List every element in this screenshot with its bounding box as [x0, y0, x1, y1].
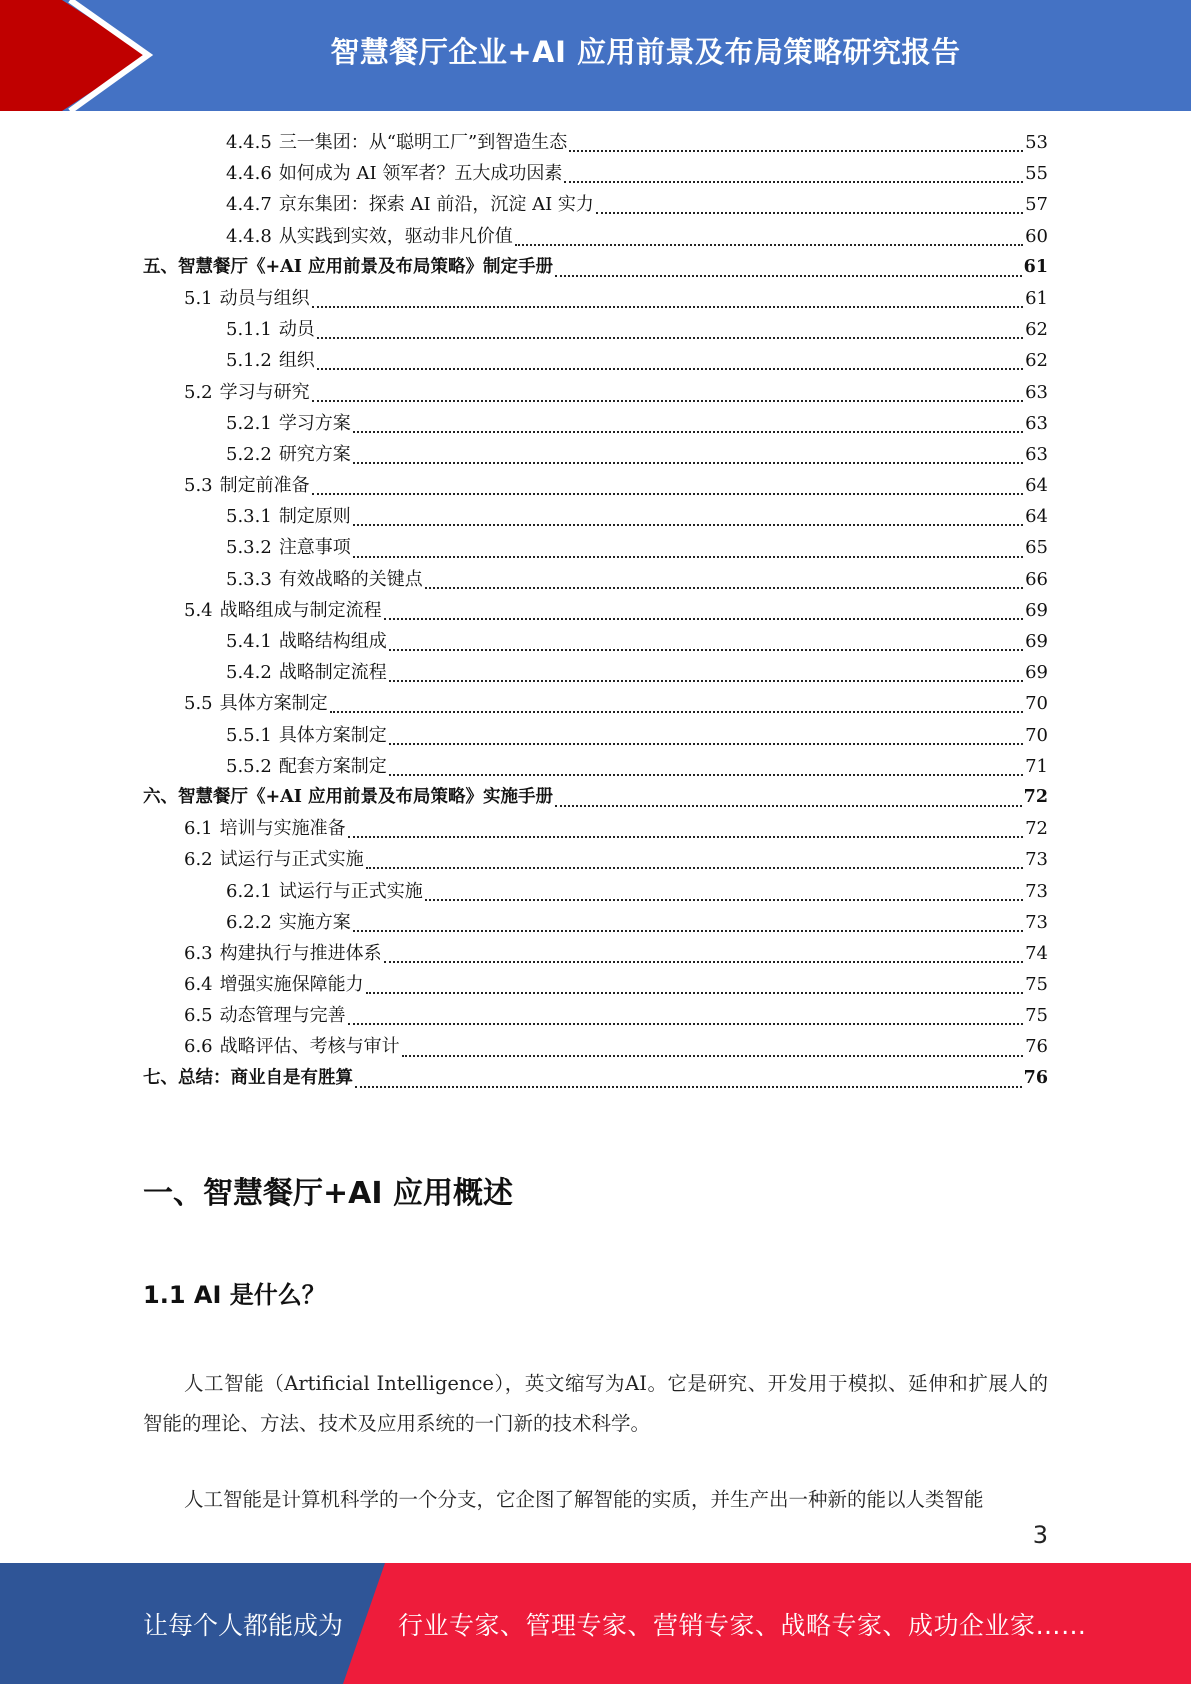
toc-dot-leader — [389, 679, 1023, 682]
toc-entry-page: 61 — [1023, 256, 1048, 277]
toc-entry-number: 4.4.7 — [226, 194, 272, 216]
toc-entry-title: 制定原则 — [278, 506, 351, 528]
page-number: 3 — [1032, 1521, 1048, 1549]
toc-entry-title: 研究方案 — [278, 443, 351, 465]
toc-entry-page: 61 — [1025, 287, 1048, 309]
toc-entry-title: 增强实施保障能力 — [219, 974, 364, 996]
toc-entry-number: 5.2 — [184, 381, 213, 403]
toc-entry-page: 73 — [1025, 911, 1048, 933]
toc-entry-number: 5.5.2 — [226, 755, 272, 777]
toc-entry-number: 6.2.2 — [226, 911, 272, 933]
toc-dot-leader — [402, 1054, 1023, 1057]
toc-dot-leader — [312, 399, 1023, 402]
toc-dot-leader — [569, 149, 1023, 152]
toc-entry-page: 76 — [1025, 1036, 1048, 1058]
toc-entry-page: 64 — [1025, 475, 1048, 497]
toc-dot-leader — [353, 430, 1023, 433]
toc-entry[interactable] — [143, 532, 1048, 563]
toc-dot-leader — [366, 991, 1023, 994]
toc-dot-leader — [317, 367, 1023, 370]
toc-entry[interactable] — [143, 221, 1048, 252]
toc-entry-page: 53 — [1025, 132, 1048, 153]
toc-entry[interactable] — [143, 657, 1048, 688]
toc-entry-page: 66 — [1025, 568, 1048, 590]
toc-entry-number: 5.3.1 — [226, 506, 272, 528]
toc-entry-title: 试运行与正式实施 — [278, 880, 423, 902]
toc-entry[interactable] — [143, 1031, 1048, 1062]
toc-dot-leader — [353, 461, 1023, 464]
toc-entry-title: 动员 — [278, 319, 315, 341]
toc-entry[interactable] — [143, 813, 1048, 844]
toc-entry-number: 5.4 — [184, 599, 213, 621]
toc-entry-number: 4.4.6 — [226, 163, 272, 185]
toc-entry[interactable] — [143, 158, 1048, 189]
toc-entry-title: 学习与研究 — [219, 381, 310, 403]
toc-entry-title: 战略结构组成 — [278, 631, 387, 652]
toc-entry[interactable] — [143, 345, 1048, 376]
toc-entry-number: 5.3.3 — [226, 568, 272, 590]
section-heading: 一、智慧餐厅+AI 应用概述 — [143, 1176, 513, 1211]
toc-entry[interactable] — [143, 189, 1048, 220]
toc-dot-leader — [312, 305, 1023, 308]
toc-entry-page: 70 — [1025, 724, 1048, 746]
footer-slogan-right: 行业专家、管理专家、营销专家、战略专家、成功企业家…… — [398, 1610, 1087, 1640]
toc-dot-leader — [425, 898, 1023, 901]
toc-entry-number: 6.4 — [184, 974, 213, 996]
toc-entry-number: 4.4.5 — [226, 132, 272, 153]
toc-entry-page: 73 — [1025, 880, 1048, 902]
toc-entry-number: 5.2.2 — [226, 443, 272, 465]
toc-entry-title: 有效战略的关键点 — [278, 568, 423, 590]
toc-entry-title: 配套方案制定 — [278, 755, 387, 777]
toc-entry[interactable] — [143, 283, 1048, 314]
table-of-contents — [143, 127, 1048, 1094]
toc-dot-leader — [353, 523, 1023, 526]
toc-entry-title: 京东集团：探索 AI 前沿，沉淀 AI 实力 — [278, 194, 594, 216]
toc-entry[interactable] — [143, 782, 1048, 813]
toc-entry-title: 具体方案制定 — [219, 693, 328, 715]
toc-entry-page: 76 — [1023, 1067, 1048, 1088]
toc-entry[interactable] — [143, 751, 1048, 782]
toc-dot-leader — [389, 648, 1023, 651]
toc-entry-page: 73 — [1025, 849, 1048, 871]
toc-entry[interactable] — [143, 377, 1048, 408]
toc-entry-number: 5.5 — [184, 693, 213, 715]
toc-entry-page: 64 — [1025, 506, 1048, 528]
toc-dot-leader — [389, 742, 1023, 745]
toc-entry[interactable] — [143, 626, 1048, 657]
toc-entry-title: 实施方案 — [278, 911, 351, 933]
toc-entry-title: 培训与实施准备 — [219, 818, 346, 840]
toc-entry[interactable] — [143, 907, 1048, 938]
footer-slogan-left: 让每个人都能成为 — [143, 1610, 344, 1640]
toc-entry-title: 战略组成与制定流程 — [219, 599, 382, 621]
toc-entry[interactable] — [143, 564, 1048, 595]
toc-dot-leader — [355, 1085, 1022, 1088]
toc-dot-leader — [389, 773, 1023, 776]
toc-entry[interactable] — [143, 1000, 1048, 1031]
toc-entry[interactable] — [143, 688, 1048, 719]
toc-entry-number: 6.2.1 — [226, 880, 272, 902]
toc-entry-number: 6.6 — [184, 1036, 213, 1058]
toc-dot-leader — [564, 180, 1023, 183]
body-paragraph: 人工智能是计算机科学的一个分支，它企图了解智能的实质，并生产出一种新的能以人类智能 — [184, 1488, 984, 1511]
toc-entry-number: 5.4.2 — [226, 662, 272, 684]
page-footer — [0, 1563, 1191, 1684]
toc-dot-leader — [596, 211, 1023, 214]
toc-dot-leader — [384, 960, 1023, 963]
toc-entry-page: 63 — [1025, 412, 1048, 434]
toc-entry-number: 5.1.1 — [226, 319, 272, 341]
toc-entry[interactable] — [143, 314, 1048, 345]
toc-entry-number: 5.3 — [184, 475, 213, 497]
toc-entry-number: 6.5 — [184, 1005, 213, 1027]
toc-entry-number: 5.1.2 — [226, 350, 272, 372]
toc-entry-page: 75 — [1025, 974, 1048, 996]
toc-entry-title: 制定前准备 — [219, 475, 310, 497]
page-header — [0, 0, 1191, 111]
toc-entry[interactable] — [143, 470, 1048, 501]
toc-entry[interactable] — [143, 439, 1048, 470]
toc-entry-number: 5.4.1 — [226, 631, 272, 652]
toc-entry[interactable] — [143, 1063, 1048, 1094]
toc-entry-page: 69 — [1025, 631, 1048, 652]
toc-entry-page: 74 — [1025, 942, 1048, 964]
toc-entry-number: 5.2.1 — [226, 412, 272, 434]
header-arrow-decoration — [0, 0, 190, 111]
toc-entry-title: 动员与组织 — [219, 287, 310, 309]
toc-entry-page: 62 — [1025, 350, 1048, 372]
toc-dot-leader — [348, 1022, 1023, 1025]
toc-entry-title: 从实践到实效，驱动非凡价值 — [278, 225, 513, 247]
toc-entry-page: 72 — [1023, 786, 1048, 807]
toc-entry-page: 60 — [1025, 225, 1048, 247]
toc-dot-leader — [317, 336, 1023, 339]
toc-dot-leader — [366, 866, 1023, 869]
toc-entry[interactable] — [143, 408, 1048, 439]
toc-entry-number: 5.3.2 — [226, 537, 272, 559]
toc-entry-title: 五、智慧餐厅《+AI 应用前景及布局策略》制定手册 — [143, 256, 554, 277]
toc-dot-leader — [384, 617, 1023, 620]
toc-entry-title: 六、智慧餐厅《+AI 应用前景及布局策略》实施手册 — [143, 786, 554, 807]
toc-entry-number: 4.4.8 — [226, 225, 272, 247]
toc-entry-title: 战略评估、考核与审计 — [219, 1036, 400, 1058]
toc-entry-page: 65 — [1025, 537, 1048, 559]
toc-entry-title: 组织 — [278, 350, 315, 372]
toc-entry-number: 6.3 — [184, 942, 213, 964]
toc-entry[interactable] — [143, 720, 1048, 751]
toc-entry-number: 5.5.1 — [226, 724, 272, 746]
toc-entry-page: 72 — [1025, 818, 1048, 840]
toc-dot-leader — [425, 586, 1023, 589]
toc-entry-title: 三一集团：从“聪明工厂”到智造生态 — [278, 132, 568, 153]
toc-entry-title: 战略制定流程 — [278, 662, 387, 684]
toc-entry-page: 55 — [1025, 163, 1048, 185]
toc-dot-leader — [348, 835, 1023, 838]
toc-entry[interactable] — [143, 844, 1048, 875]
toc-entry-page: 69 — [1025, 599, 1048, 621]
report-title: 智慧餐厅企业+AI 应用前景及布局策略研究报告 — [330, 34, 961, 69]
toc-dot-leader — [312, 492, 1023, 495]
toc-entry-page: 62 — [1025, 319, 1048, 341]
toc-entry[interactable] — [143, 938, 1048, 969]
toc-entry-page: 69 — [1025, 662, 1048, 684]
toc-dot-leader — [330, 710, 1023, 713]
toc-entry-page: 63 — [1025, 443, 1048, 465]
subsection-heading: 1.1 AI 是什么？ — [143, 1281, 326, 1309]
toc-entry-number: 6.2 — [184, 849, 213, 871]
toc-dot-leader — [353, 555, 1023, 558]
toc-entry-title: 构建执行与推进体系 — [219, 942, 382, 964]
toc-entry-page: 75 — [1025, 1005, 1048, 1027]
toc-entry-title: 注意事项 — [278, 537, 351, 559]
toc-entry-title: 试运行与正式实施 — [219, 849, 364, 871]
toc-entry-title: 如何成为 AI 领军者？五大成功因素 — [278, 163, 563, 185]
toc-dot-leader — [555, 804, 1022, 807]
toc-entry-number: 6.1 — [184, 818, 213, 840]
toc-entry[interactable] — [143, 127, 1048, 158]
toc-entry[interactable] — [143, 876, 1048, 907]
toc-entry-page: 71 — [1025, 755, 1048, 777]
toc-entry-title: 动态管理与完善 — [219, 1005, 346, 1027]
toc-entry-page: 70 — [1025, 693, 1048, 715]
toc-dot-leader — [353, 929, 1023, 932]
toc-entry[interactable] — [143, 501, 1048, 532]
toc-entry-title: 具体方案制定 — [278, 724, 387, 746]
toc-entry-page: 57 — [1025, 194, 1048, 216]
toc-entry[interactable] — [143, 252, 1048, 283]
toc-entry-title: 七、总结：商业自是有胜算 — [143, 1067, 353, 1088]
toc-entry-number: 5.1 — [184, 287, 213, 309]
body-paragraph: 人工智能（Artificial Intelligence），英文缩写为AI。它是研究、开发用于模拟、延伸和扩展人的智能的理论、方法、技术及应用系统的一门新的技术科学。 — [143, 1372, 1048, 1435]
toc-entry-title: 学习方案 — [278, 412, 351, 434]
toc-dot-leader — [515, 243, 1023, 246]
toc-entry[interactable] — [143, 595, 1048, 626]
toc-dot-leader — [555, 274, 1022, 277]
toc-entry[interactable] — [143, 969, 1048, 1000]
toc-entry-page: 63 — [1025, 381, 1048, 403]
